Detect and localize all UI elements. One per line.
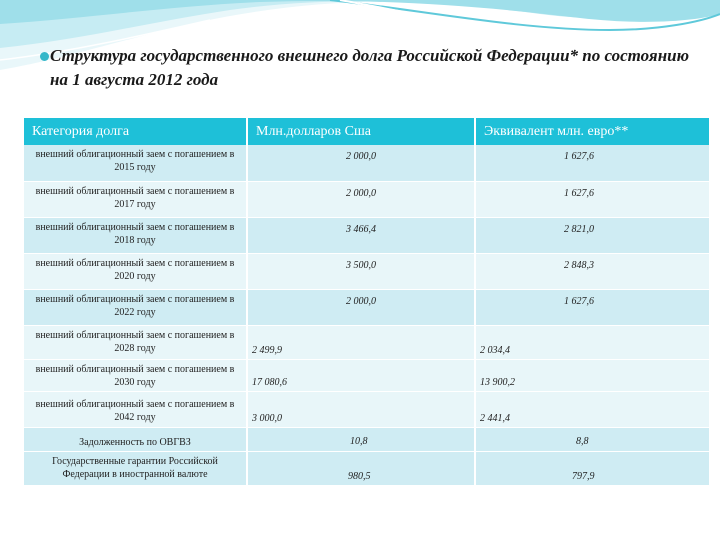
row-eur: 1 627,6 [475, 289, 709, 325]
row-eur: 2 034,4 [475, 325, 709, 359]
row-category: внешний облигационный заем с погашением в 2030 году [24, 359, 247, 391]
row-eur: 1 627,6 [475, 145, 709, 181]
header-eur: Эквивалент млн. евро** [475, 118, 709, 145]
row-category: внешний облигационный заем с погашением в 2042 году [24, 391, 247, 427]
row-category: внешний облигационный заем с погашением в 2028 году [24, 325, 247, 359]
row-usd: 2 000,0 [247, 289, 475, 325]
row-usd: 10,8 [247, 427, 475, 451]
row-category: внешний облигационный заем с погашением в 2017 году [24, 181, 247, 217]
row-usd: 980,5 [247, 451, 475, 485]
row-eur: 2 441,4 [475, 391, 709, 427]
debt-table [24, 118, 709, 486]
table-row [24, 325, 709, 359]
table-row [24, 181, 709, 217]
table-row [24, 145, 709, 181]
header-usd: Млн.долларов Сша [247, 118, 475, 145]
table-row [24, 451, 709, 485]
row-eur: 2 848,3 [475, 253, 709, 289]
row-eur: 797,9 [475, 451, 709, 485]
table-row [24, 253, 709, 289]
table-row [24, 359, 709, 391]
table-row [24, 427, 709, 451]
row-eur: 8,8 [475, 427, 709, 451]
row-category: внешний облигационный заем с погашением в 2020 году [24, 253, 247, 289]
table-header-row [24, 118, 709, 145]
slide-title: Структура государственного внешнего долга Российской Федерации* по состоянию на 1 августа 2012 года [50, 46, 689, 89]
table-row [24, 391, 709, 427]
row-usd: 3 000,0 [247, 391, 475, 427]
row-category: Государственные гарантии Российской Федерации в иностранной валюте [24, 451, 247, 485]
row-category: Задолженность по ОВГВЗ [24, 427, 247, 451]
row-category: внешний облигационный заем с погашением в 2018 году [24, 217, 247, 253]
row-category: внешний облигационный заем с погашением в 2015 году [24, 145, 247, 181]
row-usd: 3 466,4 [247, 217, 475, 253]
row-usd: 2 499,9 [247, 325, 475, 359]
table-row [24, 217, 709, 253]
row-usd: 17 080,6 [247, 359, 475, 391]
title-bullet-icon [40, 52, 49, 61]
row-usd: 2 000,0 [247, 145, 475, 181]
row-usd: 2 000,0 [247, 181, 475, 217]
row-eur: 2 821,0 [475, 217, 709, 253]
row-eur: 1 627,6 [475, 181, 709, 217]
table-row [24, 289, 709, 325]
row-usd: 3 500,0 [247, 253, 475, 289]
row-category: внешний облигационный заем с погашением в 2022 году [24, 289, 247, 325]
header-category: Категория долга [24, 118, 247, 145]
row-eur: 13 900,2 [475, 359, 709, 391]
